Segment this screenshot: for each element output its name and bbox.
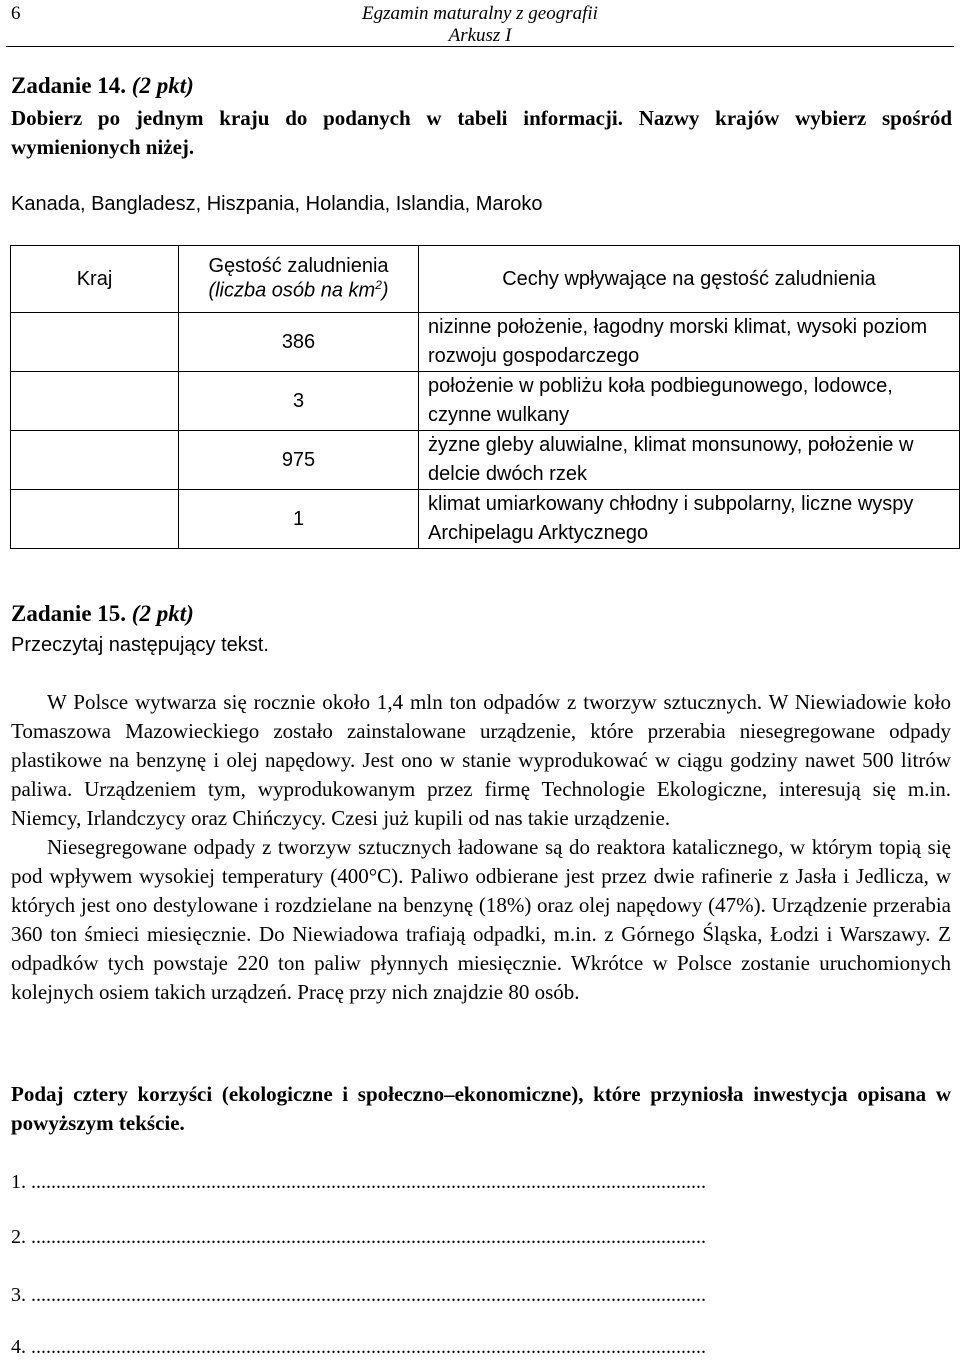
country-answer-cell[interactable] xyxy=(11,372,179,431)
density-value: 1 xyxy=(179,490,419,549)
answer-line-2[interactable]: 2. ....................................................................................................................................... xyxy=(11,1226,706,1248)
exam-sheet: Arkusz I xyxy=(448,25,512,46)
features-text: położenie w pobliżu koła podbiegunowego, lodowce, czynne wulkany xyxy=(419,372,960,431)
task15-question: Podaj cztery korzyści (ekologiczne i społeczno–ekonomiczne), które przyniosła inwestycja opisana w powyższym tekście. xyxy=(11,1082,951,1135)
task14-instruction: Dobierz po jednym kraju do podanych w tabeli informacji. Nazwy krajów wybierz spośród wymienionych niżej. xyxy=(11,106,952,159)
task15-heading xyxy=(11,601,194,627)
answer-line-4[interactable]: 4. ....................................................................................................................................... xyxy=(11,1336,706,1358)
answer-line-1[interactable]: 1. ....................................................................................................................................... xyxy=(11,1171,706,1193)
page-number: 6 xyxy=(11,3,21,24)
source-text xyxy=(11,688,951,1007)
country-answer-cell[interactable] xyxy=(11,431,179,490)
col-density-unit: (liczba osób na km xyxy=(208,279,376,302)
table-row xyxy=(11,372,960,431)
task14-points: (2 pkt) xyxy=(131,73,194,98)
density-value: 3 xyxy=(179,372,419,431)
task14-title: Zadanie 14. xyxy=(11,73,127,98)
source-paragraph-1: W Polsce wytwarza się rocznie około 1,4 mln ton odpadów z tworzyw sztucznych. W Niewiadowie koło Tomaszowa Mazowieckiego zostało zainstalowane urządzenie, które przerabia niesegregowane odpady plastikowe na benzynę i olej napędowy. Jest ono w stanie wyprodukować w ciągu godziny nawet 500 litrów paliwa. Urządzeniem tym, wyprodukowanym przez firmę Technologie Ekologiczne, interesują się m.in. Niemcy, Irlandczycy oraz Chińczycy. Czesi już kupili od nas takie urządzenie. xyxy=(11,690,951,830)
exam-header xyxy=(0,3,960,47)
table-header-row xyxy=(11,246,960,313)
col-density-end: ) xyxy=(381,279,389,302)
col-density-line2 xyxy=(179,278,418,303)
country-answer-cell[interactable] xyxy=(11,313,179,372)
col-country: Kraj xyxy=(11,246,179,313)
country-list: Kanada, Bangladesz, Hiszpania, Holandia, Islandia, Maroko xyxy=(11,193,543,215)
features-text: żyzne gleby aluwialne, klimat monsunowy, położenie w delcie dwóch rzek xyxy=(419,431,960,490)
density-table xyxy=(10,245,960,549)
answer-line-3[interactable]: 3. ....................................................................................................................................... xyxy=(11,1284,706,1306)
col-density xyxy=(179,246,419,313)
density-value: 975 xyxy=(179,431,419,490)
country-answer-cell[interactable] xyxy=(11,490,179,549)
col-density-sup: 2 xyxy=(375,278,382,293)
col-features: Cechy wpływające na gęstość zaludnienia xyxy=(419,246,960,313)
table-row xyxy=(11,490,960,549)
task15-subtitle: Przeczytaj następujący tekst. xyxy=(11,634,269,656)
task15-title: Zadanie 15. xyxy=(11,601,127,626)
task14-heading xyxy=(11,73,194,99)
task15-points: (2 pkt) xyxy=(131,601,194,626)
header-divider xyxy=(6,46,954,47)
density-value: 386 xyxy=(179,313,419,372)
features-text: klimat umiarkowany chłodny i subpolarny, liczne wyspy Archipelagu Arktycznego xyxy=(419,490,960,549)
exam-title: Egzamin maturalny z geografii xyxy=(362,3,598,24)
table-row xyxy=(11,431,960,490)
col-density-line1: Gęstość zaludnienia xyxy=(208,255,389,278)
table-row xyxy=(11,313,960,372)
source-paragraph-2: Niesegregowane odpady z tworzyw sztucznych ładowane są do reaktora katalicznego, w którym topią się pod wpływem wysokiej temperatury (400°C). Paliwo odbierane jest przez dwie rafinerie z Jasła i Jedlicza, w których jest ono destylowane i rozdzielane na benzynę (18%) oraz olej napędowy (47%). Urządzenie przerabia 360 ton śmieci miesięcznie. Do Niewiadowa trafiają odpadki, m.in. z Górnego Śląska, Łodzi i Warszawy. Z odpadków tych powstaje 220 ton paliw płynnych miesięcznie. Wkrótce w Polsce zostanie uruchomionych kolejnych osiem takich urządzeń. Pracę przy nich znajdzie 80 osób. xyxy=(11,835,951,1004)
features-text: nizinne położenie, łagodny morski klimat, wysoki poziom rozwoju gospodarczego xyxy=(419,313,960,372)
